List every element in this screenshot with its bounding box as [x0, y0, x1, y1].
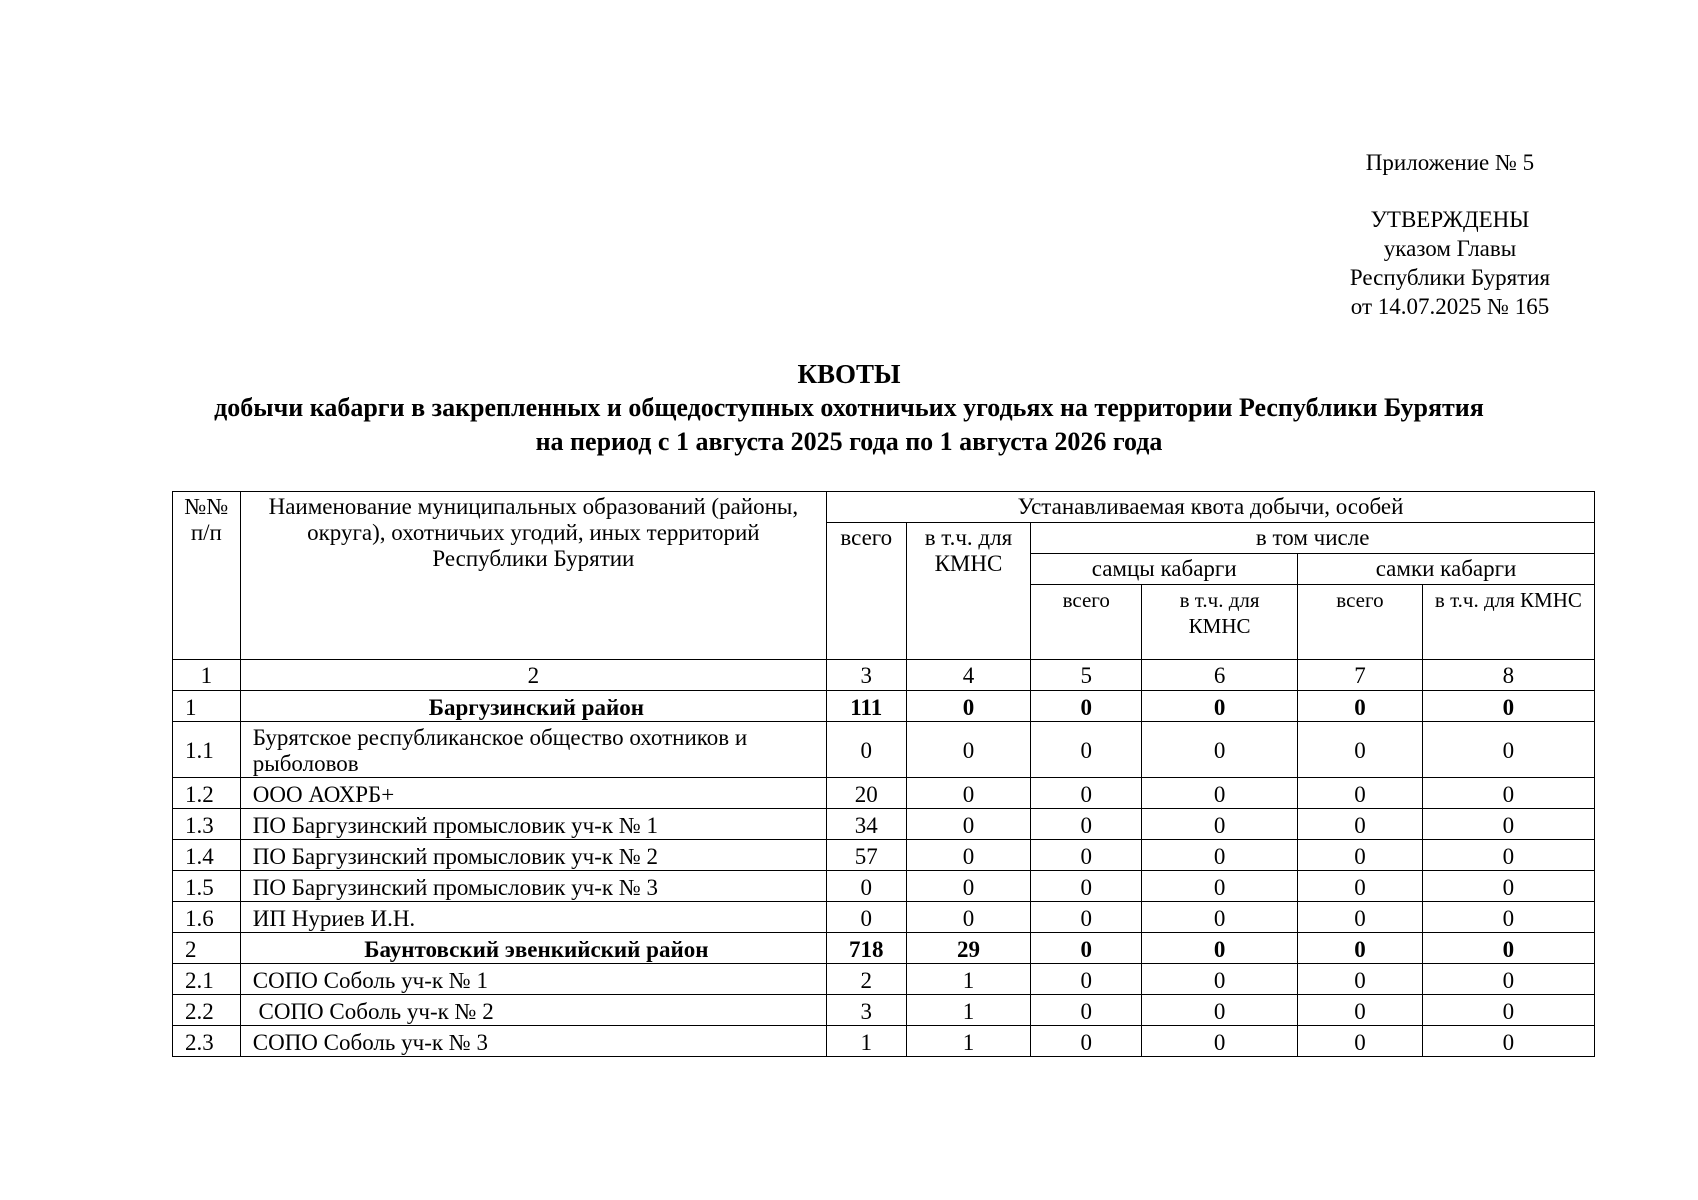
- column-number: 1: [173, 660, 241, 691]
- row-name: ПО Баргузинский промысловик уч-к № 2: [240, 840, 826, 871]
- row-name: СОПО Соболь уч-к № 2: [240, 995, 826, 1026]
- row-females-kmns: 0: [1422, 995, 1594, 1026]
- row-total: 20: [826, 778, 906, 809]
- table-row: [173, 1026, 1595, 1057]
- row-males-total: 0: [1031, 840, 1142, 871]
- column-number: 6: [1142, 660, 1298, 691]
- row-males-kmns: 0: [1142, 691, 1298, 722]
- row-males-kmns: 0: [1142, 840, 1298, 871]
- republic-label: Республики Бурятия: [1349, 265, 1551, 290]
- row-kmns: 0: [906, 722, 1031, 778]
- table-row: [173, 691, 1595, 722]
- row-females-kmns: 0: [1422, 840, 1594, 871]
- row-males-total: 0: [1031, 964, 1142, 995]
- row-males-kmns: 0: [1142, 964, 1298, 995]
- row-name: СОПО Соболь уч-к № 3: [240, 1026, 826, 1057]
- row-males-kmns: 0: [1142, 1026, 1298, 1057]
- row-males-kmns: 0: [1142, 902, 1298, 933]
- header-females-total: всего: [1298, 585, 1423, 660]
- header-males-total: всего: [1031, 585, 1142, 660]
- row-females-kmns: 0: [1422, 964, 1594, 995]
- row-num: 1.5: [173, 871, 241, 902]
- column-number: 8: [1422, 660, 1594, 691]
- row-kmns: 1: [906, 995, 1031, 1026]
- row-kmns: 0: [906, 778, 1031, 809]
- header-num: №№ п/п: [173, 492, 241, 660]
- row-num: 1: [173, 691, 241, 722]
- column-number: 5: [1031, 660, 1142, 691]
- row-kmns: 0: [906, 871, 1031, 902]
- row-total: 0: [826, 871, 906, 902]
- table-row: [173, 778, 1595, 809]
- row-num: 1.1: [173, 722, 241, 778]
- table-row: [173, 902, 1595, 933]
- row-total: 34: [826, 809, 906, 840]
- row-num: 1.2: [173, 778, 241, 809]
- row-females-total: 0: [1298, 964, 1423, 995]
- header-males: самцы кабарги: [1031, 554, 1298, 585]
- row-males-kmns: 0: [1142, 871, 1298, 902]
- table-row: [173, 809, 1595, 840]
- row-males-total: 0: [1031, 778, 1142, 809]
- row-males-kmns: 0: [1142, 995, 1298, 1026]
- table-row: [173, 933, 1595, 964]
- decree-label: указом Главы: [1383, 236, 1517, 261]
- row-num: 1.6: [173, 902, 241, 933]
- header-total: всего: [826, 523, 906, 660]
- row-kmns: 29: [906, 933, 1031, 964]
- row-males-kmns: 0: [1142, 778, 1298, 809]
- row-name: ООО АОХРБ+: [240, 778, 826, 809]
- header-males-kmns: в т.ч. для КМНС: [1142, 585, 1298, 660]
- row-females-total: 0: [1298, 995, 1423, 1026]
- row-females-total: 0: [1298, 809, 1423, 840]
- decree-date-number: от 14.07.2025 № 165: [1350, 294, 1550, 319]
- quota-table: [172, 491, 1595, 1057]
- row-num: 2.3: [173, 1026, 241, 1057]
- row-num: 1.3: [173, 809, 241, 840]
- row-name: ПО Баргузинский промысловик уч-к № 3: [240, 871, 826, 902]
- row-males-total: 0: [1031, 809, 1142, 840]
- row-females-kmns: 0: [1422, 809, 1594, 840]
- row-total: 718: [826, 933, 906, 964]
- header-females: самки кабарги: [1298, 554, 1595, 585]
- row-kmns: 1: [906, 964, 1031, 995]
- row-kmns: 0: [906, 809, 1031, 840]
- approved-label: УТВЕРЖДЕНЫ: [1370, 207, 1530, 232]
- title-line-2: на период с 1 августа 2025 года по 1 августа 2026 года: [535, 427, 1163, 456]
- row-females-total: 0: [1298, 691, 1423, 722]
- title-line-1: добычи кабарги в закрепленных и общедоступных охотничьих угодьях на территории Республики Бурятия: [214, 393, 1484, 422]
- row-males-total: 0: [1031, 1026, 1142, 1057]
- row-total: 0: [826, 902, 906, 933]
- table-row: [173, 964, 1595, 995]
- header-name: Наименование муниципальных образований (районы, округа), охотничьих угодий, иных территорий Республики Бурятии: [240, 492, 826, 660]
- row-total: 2: [826, 964, 906, 995]
- document-title: [0, 357, 1698, 459]
- row-name: Баунтовский эвенкийский район: [240, 933, 826, 964]
- row-name: ПО Баргузинский промысловик уч-к № 1: [240, 809, 826, 840]
- row-males-total: 0: [1031, 933, 1142, 964]
- row-males-total: 0: [1031, 871, 1142, 902]
- row-females-total: 0: [1298, 840, 1423, 871]
- column-number: 2: [240, 660, 826, 691]
- row-males-kmns: 0: [1142, 722, 1298, 778]
- row-kmns: 0: [906, 840, 1031, 871]
- row-females-kmns: 0: [1422, 722, 1594, 778]
- header-including: в том числе: [1031, 523, 1595, 554]
- row-name: СОПО Соболь уч-к № 1: [240, 964, 826, 995]
- table-row: [173, 871, 1595, 902]
- row-total: 3: [826, 995, 906, 1026]
- row-females-kmns: 0: [1422, 933, 1594, 964]
- row-kmns: 1: [906, 1026, 1031, 1057]
- column-number: 4: [906, 660, 1031, 691]
- row-name: ИП Нуриев И.Н.: [240, 902, 826, 933]
- row-total: 57: [826, 840, 906, 871]
- title-main: КВОТЫ: [797, 359, 901, 389]
- row-females-kmns: 0: [1422, 1026, 1594, 1057]
- row-total: 1: [826, 1026, 906, 1057]
- row-females-kmns: 0: [1422, 691, 1594, 722]
- row-name: Баргузинский район: [240, 691, 826, 722]
- row-females-kmns: 0: [1422, 778, 1594, 809]
- header-kmns: в т.ч. для КМНС: [906, 523, 1031, 660]
- row-males-total: 0: [1031, 691, 1142, 722]
- row-females-total: 0: [1298, 778, 1423, 809]
- appendix-label: Приложение № 5: [1365, 150, 1535, 175]
- row-num: 2.2: [173, 995, 241, 1026]
- row-total: 0: [826, 722, 906, 778]
- row-males-kmns: 0: [1142, 933, 1298, 964]
- row-females-kmns: 0: [1422, 902, 1594, 933]
- row-kmns: 0: [906, 691, 1031, 722]
- column-number: 7: [1298, 660, 1423, 691]
- table-row: [173, 995, 1595, 1026]
- table-row: [173, 840, 1595, 871]
- row-females-total: 0: [1298, 722, 1423, 778]
- header-quota: Устанавливаемая квота добычи, особей: [826, 492, 1594, 523]
- approval-block: [1300, 148, 1600, 321]
- row-females-total: 0: [1298, 902, 1423, 933]
- row-kmns: 0: [906, 902, 1031, 933]
- row-females-total: 0: [1298, 871, 1423, 902]
- row-males-total: 0: [1031, 722, 1142, 778]
- row-males-total: 0: [1031, 902, 1142, 933]
- row-females-total: 0: [1298, 933, 1423, 964]
- row-females-total: 0: [1298, 1026, 1423, 1057]
- row-name: Бурятское республиканское общество охотников и рыболовов: [240, 722, 826, 778]
- row-total: 111: [826, 691, 906, 722]
- row-num: 1.4: [173, 840, 241, 871]
- column-number: 3: [826, 660, 906, 691]
- row-num: 2: [173, 933, 241, 964]
- header-females-kmns: в т.ч. для КМНС: [1422, 585, 1594, 660]
- row-num: 2.1: [173, 964, 241, 995]
- row-males-total: 0: [1031, 995, 1142, 1026]
- row-females-kmns: 0: [1422, 871, 1594, 902]
- table-row: [173, 722, 1595, 778]
- row-males-kmns: 0: [1142, 809, 1298, 840]
- column-number-row: [173, 660, 1595, 691]
